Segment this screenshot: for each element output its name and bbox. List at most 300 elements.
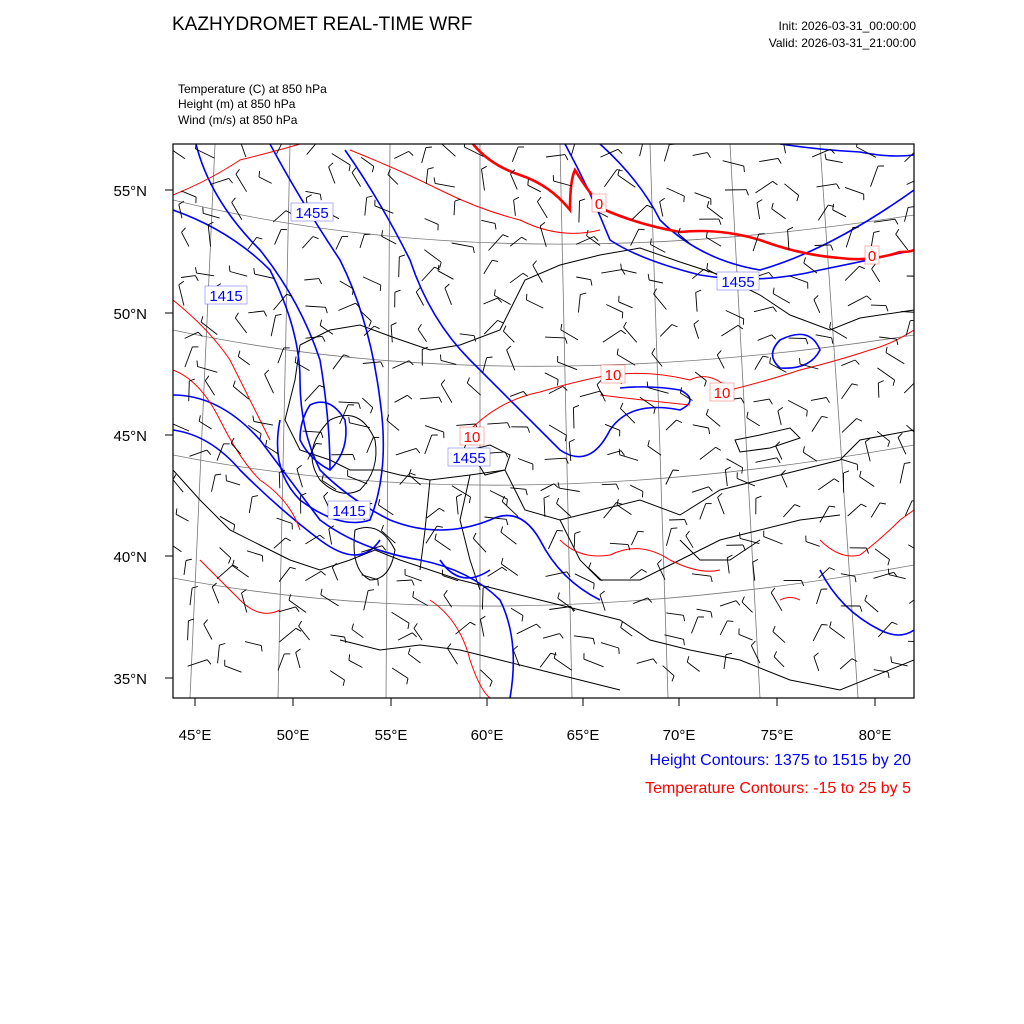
temperature-label: 10	[713, 385, 731, 402]
wind-barb	[841, 360, 855, 366]
wind-barb	[537, 202, 547, 218]
wind-barb	[441, 143, 456, 157]
wind-barb-flag	[687, 656, 689, 662]
wind-barb	[360, 235, 364, 248]
wind-barb	[720, 601, 736, 606]
wind-barb	[557, 504, 571, 517]
wind-barb-flag	[725, 467, 730, 470]
wind-barb	[441, 384, 452, 402]
wind-barb	[697, 609, 711, 612]
height-label: 1455	[452, 450, 486, 467]
wind-barb-flag	[416, 288, 420, 293]
wind-barb-flag	[597, 380, 601, 384]
wind-barb	[742, 602, 753, 612]
wind-barb	[896, 234, 908, 250]
wind-barb-flag	[266, 440, 267, 446]
wind-barb-flag	[617, 349, 618, 355]
lon-label-60: 60°E	[470, 727, 504, 744]
wind-barb-flag	[523, 273, 528, 276]
wind-barb	[848, 504, 861, 516]
wind-barb	[218, 645, 220, 663]
wind-barb	[630, 569, 641, 578]
wind-barb	[271, 315, 275, 336]
wind-barb-flag	[706, 409, 708, 415]
wind-barb-flag	[329, 163, 334, 167]
wind-barb-flag	[778, 158, 781, 163]
height-legend: Height Contours: 1375 to 1515 by 20	[649, 752, 911, 769]
wind-barb-flag	[232, 198, 236, 203]
wind-barb-flag	[410, 473, 416, 475]
wind-barb-flag	[696, 290, 701, 293]
wind-barb	[889, 575, 906, 579]
wind-barb-flag	[777, 458, 780, 463]
wind-barb-flag	[306, 195, 311, 198]
wind-barb	[604, 170, 616, 187]
wind-barb-flag	[322, 475, 323, 481]
lon-label-75: 75°E	[760, 727, 794, 744]
wind-barb-flag	[498, 320, 504, 322]
wind-barb	[176, 514, 189, 521]
wind-barb-flag	[647, 382, 648, 388]
wind-barb	[871, 305, 886, 306]
wind-barb	[778, 411, 781, 425]
wind-barb-flag	[408, 648, 410, 654]
wind-barb-flag	[800, 358, 801, 364]
wind-barb-flag	[677, 420, 682, 423]
wind-barb-flag	[797, 195, 799, 201]
wind-barb	[248, 311, 263, 313]
wind-barb-flag	[409, 151, 413, 155]
wind-barb	[909, 594, 922, 604]
wind-barb-flag	[508, 423, 511, 428]
wind-barb-flag	[494, 290, 495, 296]
wind-barb	[818, 479, 834, 490]
wind-barb	[842, 419, 857, 433]
wind-barb	[422, 267, 435, 281]
wind-barb-flag	[528, 179, 529, 185]
wind-barb	[569, 442, 571, 461]
wind-barb	[579, 201, 580, 223]
wind-barb	[544, 498, 545, 517]
wind-barb	[898, 438, 906, 455]
wind-barb	[747, 418, 760, 426]
wind-barb	[365, 198, 367, 216]
field-temperature: Temperature (C) at 850 hPa	[178, 82, 327, 96]
wind-barb	[182, 232, 189, 246]
wind-barb	[230, 272, 247, 277]
wind-barb-flag	[445, 284, 450, 288]
wind-barb-flag	[886, 306, 888, 312]
wind-barb-flag	[353, 455, 355, 461]
wind-barb	[756, 181, 773, 193]
wind-barb	[575, 574, 594, 584]
wind-barb-flag	[826, 398, 829, 403]
wind-barb	[826, 160, 843, 163]
wind-barb-flag	[374, 326, 379, 329]
wind-barb-flag	[501, 527, 503, 533]
wind-barb-flag	[859, 266, 865, 268]
wind-barb-flag	[919, 379, 924, 381]
wind-barb	[503, 331, 514, 342]
wind-barb-flag	[554, 652, 556, 658]
wind-barb-flag	[326, 307, 328, 313]
lat-label-35: 35°N	[113, 671, 147, 688]
field-height: Height (m) at 850 hPa	[178, 97, 296, 111]
wind-barb-flag	[371, 408, 373, 414]
wind-barb-flag	[480, 616, 485, 619]
wind-barb-flag	[718, 493, 723, 497]
wind-barb	[695, 193, 711, 199]
wind-barb	[255, 274, 275, 278]
wind-barb	[416, 292, 423, 306]
wind-barb	[454, 201, 455, 215]
wind-barb-flag	[727, 621, 733, 622]
wind-barb-flag	[482, 166, 487, 169]
wind-barb	[865, 442, 870, 462]
lon-label-55: 55°E	[374, 727, 408, 744]
wind-barb-flag	[467, 378, 469, 384]
wind-barb	[759, 158, 778, 161]
wind-barb-flag	[207, 450, 211, 455]
wind-barb-flag	[408, 623, 409, 629]
wind-barb	[576, 277, 591, 280]
wind-barb-flag	[513, 646, 518, 650]
wind-barb-flag	[447, 644, 451, 649]
wind-barb	[620, 408, 634, 423]
wind-barb-flag	[833, 204, 834, 210]
wind-barb	[830, 328, 847, 338]
wind-barb	[514, 200, 516, 216]
wind-barb-flag	[726, 653, 732, 654]
wind-barb-flag	[891, 656, 892, 662]
wind-barb-flag	[252, 496, 258, 497]
wind-barb	[788, 400, 807, 410]
wind-barb-flag	[719, 219, 721, 225]
wind-barb-flag	[855, 576, 856, 582]
wind-barb	[545, 337, 565, 338]
wind-barb	[425, 219, 439, 225]
wind-barb-flag	[284, 140, 290, 141]
wind-barb-flag	[297, 465, 302, 469]
wind-barb-flag	[896, 229, 899, 234]
wind-barb-flag	[182, 228, 186, 233]
wind-barb	[607, 451, 621, 455]
wind-barb	[188, 660, 208, 667]
wind-barb-flag	[254, 268, 255, 274]
wind-barb	[510, 488, 526, 490]
wind-barb-flag	[878, 381, 884, 383]
wind-barb	[488, 567, 502, 576]
wind-barb	[302, 237, 313, 249]
wind-barb	[336, 236, 342, 249]
country-borders	[173, 248, 914, 690]
wind-barb	[507, 350, 515, 370]
wind-barb-flag	[672, 676, 674, 682]
wind-barb	[501, 532, 517, 544]
wind-barb	[871, 232, 874, 248]
wind-barb	[783, 505, 794, 517]
wind-barb	[773, 294, 790, 304]
wind-barb	[494, 295, 510, 304]
wind-barb	[533, 265, 543, 282]
wind-barb-flag	[349, 417, 350, 423]
wind-barb	[720, 621, 727, 635]
wind-barb-flag	[778, 407, 783, 410]
wind-barb	[803, 452, 817, 461]
wind-barb	[422, 148, 426, 163]
wind-barb	[305, 385, 320, 401]
wind-barb	[815, 245, 831, 246]
wind-barb-flag	[434, 178, 435, 184]
wind-barb	[352, 173, 361, 187]
wind-barb	[482, 169, 485, 190]
wind-barb	[483, 358, 487, 373]
wind-barb	[621, 628, 633, 637]
wind-barb-flag	[344, 355, 350, 357]
wind-barb-flag	[359, 403, 361, 409]
wind-barb	[574, 533, 575, 547]
wind-barb	[666, 613, 683, 615]
wind-barb-flag	[773, 181, 778, 185]
wind-barb	[784, 184, 798, 196]
temperature-label: 0	[594, 196, 604, 213]
wind-barb-flag	[343, 680, 344, 686]
wind-barb-flag	[591, 280, 592, 286]
wind-barb	[367, 437, 374, 453]
wind-barb-flag	[438, 265, 439, 271]
wind-barb-flag	[740, 532, 741, 538]
wind-barb	[166, 541, 181, 552]
wind-barb	[667, 188, 685, 196]
wind-barb-flag	[437, 526, 443, 527]
wind-barb	[190, 588, 192, 605]
wind-barb	[296, 653, 300, 669]
wind-barb	[820, 506, 829, 522]
wind-barb	[225, 666, 242, 672]
wind-barb-flag	[195, 267, 196, 273]
wind-barb	[197, 273, 214, 276]
wind-barb-flag	[492, 260, 498, 261]
wind-barb	[212, 587, 219, 603]
wind-barb-flag	[199, 415, 200, 421]
wind-barb-flag	[829, 568, 834, 571]
wind-barb-flag	[382, 546, 386, 551]
wind-barb-flag	[709, 428, 710, 434]
wind-barb-flag	[707, 263, 708, 269]
wind-barb-flag	[259, 171, 260, 177]
wind-barb	[399, 257, 400, 277]
wind-barb	[757, 203, 760, 220]
wind-barb-flag	[639, 229, 645, 230]
temperature-label: 10	[463, 429, 481, 446]
wind-barb	[669, 520, 685, 521]
wind-barb-flag	[352, 624, 354, 630]
wind-barb-flag	[473, 247, 474, 253]
wind-barb-flag	[412, 580, 414, 586]
wind-barb-flag	[895, 219, 898, 224]
wind-barb-flag	[490, 681, 492, 687]
wind-barb-flag	[439, 397, 442, 402]
wind-barb	[758, 335, 772, 341]
wind-barb	[199, 421, 211, 429]
wind-barb	[363, 277, 381, 285]
wind-barb	[604, 502, 617, 518]
wind-barb	[580, 391, 601, 397]
wind-barb-flag	[822, 416, 828, 417]
wind-barb-flag	[683, 615, 684, 621]
wind-barb-flag	[921, 178, 925, 182]
wind-barb	[395, 395, 408, 402]
wind-barb-flag	[219, 644, 225, 646]
wind-barb-flag	[395, 290, 401, 292]
wind-barb-flag	[844, 471, 850, 473]
wind-barb	[456, 622, 471, 634]
wind-barb-flag	[412, 633, 416, 637]
wind-barb-flag	[769, 399, 772, 404]
wind-barb	[640, 139, 644, 156]
wind-barb-flag	[814, 295, 818, 299]
wind-barb	[329, 529, 332, 545]
wind-barb	[717, 355, 724, 369]
wind-barb	[865, 601, 878, 613]
wind-barb	[332, 567, 337, 580]
wind-barb-flag	[319, 279, 322, 284]
wind-barb-flag	[738, 325, 743, 329]
wind-barb-flag	[558, 593, 560, 599]
wind-barb	[597, 385, 605, 402]
wind-barb-flag	[788, 227, 793, 230]
wind-barb	[397, 580, 412, 581]
wind-barb	[452, 243, 474, 247]
wind-barb	[660, 325, 672, 337]
wind-barb-flag	[381, 362, 384, 367]
wind-barb	[304, 279, 319, 280]
wind-barb	[904, 379, 919, 394]
wind-barb-flag	[860, 471, 861, 477]
wind-barb-flag	[179, 281, 184, 284]
wind-barb-flag	[474, 336, 475, 342]
wind-barb	[617, 505, 631, 515]
wind-barb-flag	[756, 496, 762, 498]
wind-barb-flag	[855, 360, 859, 364]
wind-barb	[445, 288, 452, 305]
wind-barb-flag	[536, 624, 540, 628]
wind-barb	[189, 381, 190, 401]
wind-barb-flag	[648, 274, 649, 280]
wind-barb-flag	[322, 336, 325, 341]
wind-barb-flag	[672, 325, 678, 327]
wind-barb-flag	[770, 357, 771, 363]
lat-label-55: 55°N	[113, 183, 147, 200]
wind-barb	[905, 207, 909, 221]
wind-barb	[624, 327, 637, 342]
wind-barb	[814, 657, 819, 671]
wind-barb	[872, 269, 880, 282]
wind-barb-flag	[747, 412, 748, 418]
wind-barb	[619, 302, 633, 308]
wind-barb-flag	[717, 350, 721, 355]
field-wind: Wind (m/s) at 850 hPa	[178, 113, 298, 127]
wind-barb-flag	[503, 326, 506, 332]
wind-barb	[707, 207, 723, 219]
wind-barb	[511, 174, 518, 190]
wind-barb	[275, 229, 282, 244]
wind-barb-flag	[621, 622, 623, 628]
wind-barb	[700, 504, 706, 520]
wind-barb	[517, 624, 537, 634]
wind-barb	[212, 475, 216, 492]
wind-barb	[487, 423, 507, 424]
wind-barb	[721, 325, 738, 336]
wind-barb-flag	[831, 245, 833, 251]
wind-barb-flag	[658, 560, 662, 564]
wind-barb-flag	[892, 622, 898, 624]
wind-barb-flag	[234, 525, 235, 531]
wind-barb	[424, 250, 441, 263]
wind-barb-flag	[439, 508, 444, 511]
wind-barb	[414, 628, 422, 640]
wind-barb	[188, 621, 189, 640]
wind-barb-flag	[561, 324, 562, 330]
map-title: KAZHYDROMET REAL-TIME WRF	[172, 14, 473, 35]
wind-barb	[381, 531, 395, 544]
wind-barb-flag	[378, 499, 379, 505]
wind-barb	[692, 487, 709, 493]
wind-barb-flag	[506, 519, 508, 525]
wind-barb-flag	[822, 625, 828, 626]
wind-barb	[813, 625, 821, 642]
wind-barb	[329, 167, 335, 184]
wind-barb	[665, 635, 684, 640]
wind-barb-flag	[409, 469, 411, 475]
wind-barb-flag	[207, 660, 211, 665]
wind-barb-flag	[830, 322, 831, 328]
wind-barb-flag	[507, 499, 508, 505]
wind-barb-flag	[893, 380, 895, 386]
wind-barb-flag	[769, 272, 773, 277]
wind-barb-flag	[345, 637, 346, 643]
wind-barb-flag	[594, 237, 598, 241]
wind-barb	[800, 364, 818, 369]
wind-barb-flag	[928, 642, 930, 648]
lon-label-80: 80°E	[858, 727, 892, 744]
wind-barb	[740, 538, 759, 543]
wind-barb-flag	[804, 257, 806, 263]
wind-barb-flag	[544, 496, 550, 498]
wind-barb-flag	[684, 196, 685, 202]
wind-barb	[279, 473, 280, 489]
wind-barb	[447, 648, 457, 664]
wind-barb	[877, 368, 894, 380]
wind-barb	[481, 220, 495, 223]
lon-label-45: 45°E	[178, 727, 212, 744]
wind-barb	[605, 424, 620, 430]
wind-barb	[198, 367, 218, 373]
wind-barb-flag	[782, 134, 787, 137]
wind-barb-flag	[233, 381, 235, 387]
wind-barb	[247, 551, 262, 556]
wind-barb-flag	[773, 307, 777, 312]
wind-barb	[817, 589, 822, 604]
wind-barb	[589, 568, 603, 581]
wind-barb	[332, 154, 350, 166]
wind-barb	[545, 373, 558, 380]
wind-barb-flag	[852, 659, 857, 662]
wind-barb-flag	[369, 321, 371, 327]
wind-barb	[833, 210, 846, 217]
wind-barb	[387, 420, 399, 430]
wind-barb-flag	[296, 649, 301, 653]
